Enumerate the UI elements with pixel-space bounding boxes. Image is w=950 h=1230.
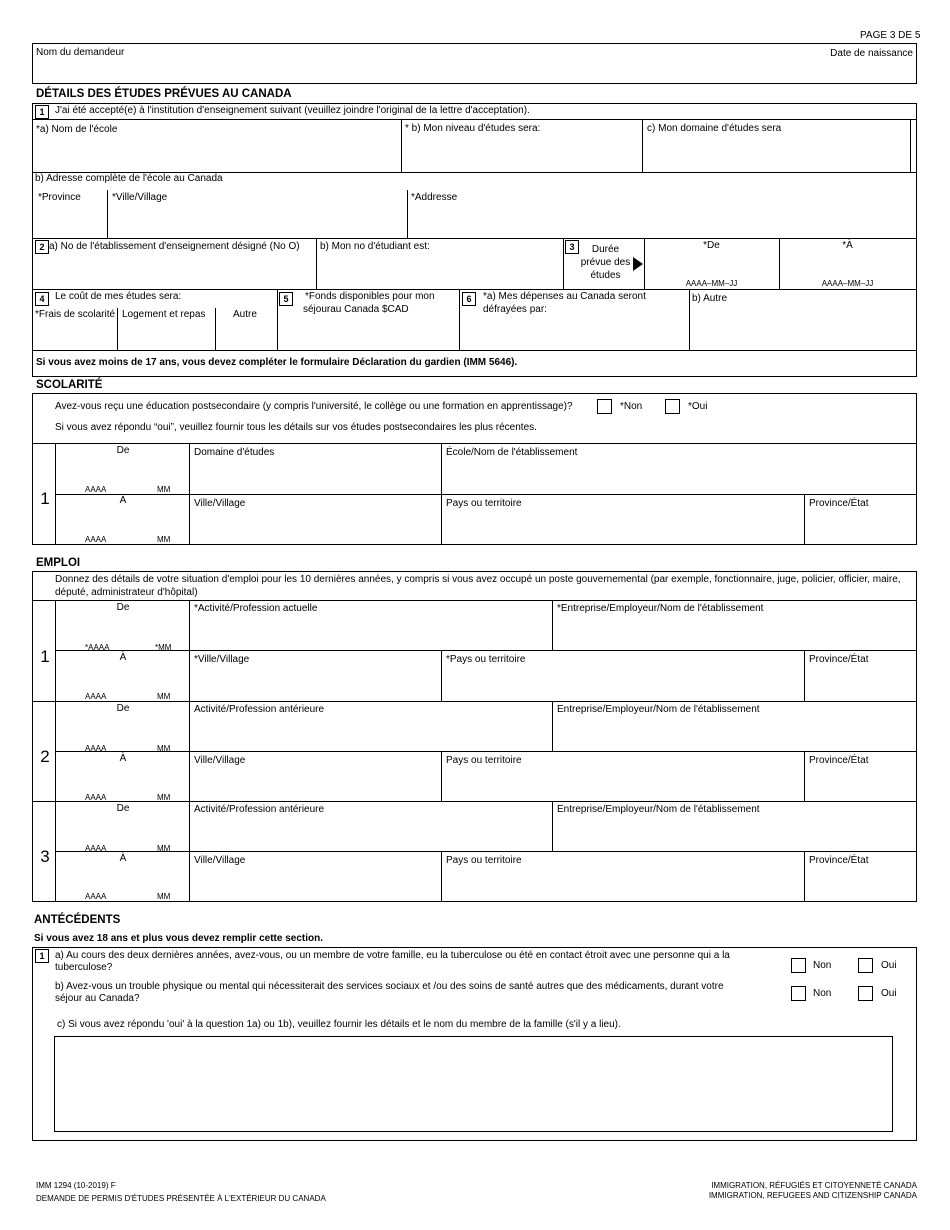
- student-number-label: b) Mon no d'étudiant est:: [320, 241, 430, 252]
- education-title: SCOLARITÉ: [36, 379, 103, 391]
- question-a-yes-checkbox[interactable]: [858, 958, 873, 973]
- employment-row-3-occupation: Activité/Profession antérieure: [194, 804, 325, 815]
- duration-line-3: études: [590, 270, 621, 281]
- employment-row-2-province: Province/État: [809, 755, 869, 766]
- question-a-yes-label: Oui: [881, 960, 897, 971]
- funds-line-1: *Fonds disponibles pour mon: [305, 291, 435, 302]
- school-address-label: *Addresse: [411, 192, 458, 203]
- employment-instruction: Donnez des détails de votre situation d'emploi pour les 10 dernières années, y compris si vous avez occupé un poste gouvernemental (par exemple, fonctionnaire, juge, policier, officier, maire, député, administrateur d'hôpital): [55, 574, 901, 598]
- education-to-label: À: [119, 495, 127, 506]
- form-name: DEMANDE DE PERMIS D'ÉTUDES PRÉSENTÉE À L'EXTÉRIEUR DU CANADA: [36, 1194, 326, 1203]
- employment-row-1-to-yyyy: AAAA: [85, 692, 107, 701]
- education-school-label: École/Nom de l'établissement: [446, 447, 578, 458]
- education-row-number: 1: [40, 489, 50, 508]
- education-field-label: Domaine d'études: [194, 447, 275, 458]
- question-1-text: J'ai été accepté(e) à l'institution d'enseignement suivant (veuillez joindre l'original de la lettre d'acceptation).: [55, 105, 530, 116]
- duration-line-2: prévue des: [580, 257, 631, 268]
- education-yes-label: *Oui: [688, 401, 708, 412]
- background-question-number: 1: [35, 949, 49, 963]
- employment-row-1-from-yyyy: *AAAA: [85, 643, 110, 652]
- question-b-no-label: Non: [813, 988, 832, 999]
- employment-row-2-occupation: Activité/Profession antérieure: [194, 704, 325, 715]
- employment-row-3-number: 3: [40, 847, 50, 866]
- employment-row-1-to: À: [119, 652, 127, 663]
- education-country-label: Pays ou territoire: [446, 498, 522, 509]
- other-expenses-label: b) Autre: [692, 293, 728, 304]
- employment-row-1-employer: *Entreprise/Employeur/Nom de l'établissement: [557, 603, 764, 614]
- department-en: IMMIGRATION, REFUGEES AND CITIZENSHIP CANADA: [708, 1191, 917, 1200]
- background-question-b: b) Avez-vous un trouble physique ou mental qui nécessiterait des services sociaux et /ou des soins de santé autres que des médicaments, durant votre séjour au Canada?: [55, 981, 724, 1004]
- education-no-checkbox[interactable]: [597, 399, 612, 414]
- employment-row-3-to-yyyy: AAAA: [85, 892, 107, 901]
- employment-row-1-occupation: *Activité/Profession actuelle: [194, 603, 318, 614]
- education-section: [32, 393, 917, 545]
- question-3-number: 3: [565, 240, 579, 254]
- background-subtitle: Si vous avez 18 ans et plus vous devez remplir cette section.: [34, 933, 324, 944]
- employment-row-1-to-mm: MM: [157, 692, 171, 701]
- education-from-label: De: [116, 445, 130, 456]
- background-question-a: a) Au cours des deux dernières années, avez-vous, ou un membre de votre famille, eu la tuberculose ou été en contact étroit avec une personne qui a la tuberculose?: [55, 950, 730, 973]
- employment-row-3-city: Ville/Village: [194, 855, 246, 866]
- employment-section: [32, 571, 917, 902]
- employment-row-1-province: Province/État: [809, 654, 869, 665]
- expenses-line-2: défrayées par:: [483, 304, 547, 315]
- employment-row-2-to-mm: MM: [157, 793, 171, 802]
- question-b-yes-label: Oui: [881, 988, 897, 999]
- employment-row-2-city: Ville/Village: [194, 755, 246, 766]
- education-from-mm: MM: [157, 485, 171, 494]
- education-province-label: Province/État: [809, 498, 869, 509]
- applicant-header-box[interactable]: [32, 43, 917, 84]
- room-board-label: Logement et repas: [122, 309, 206, 320]
- school-name-label: *a) Nom de l'école: [36, 124, 118, 135]
- education-yes-checkbox[interactable]: [665, 399, 680, 414]
- question-a-no-checkbox[interactable]: [791, 958, 806, 973]
- employment-row-3-to-mm: MM: [157, 892, 171, 901]
- education-to-mm: MM: [157, 535, 171, 544]
- study-level-label: * b) Mon niveau d'études sera:: [405, 123, 541, 134]
- form-code: IMM 1294 (10-2019) F: [36, 1181, 116, 1190]
- question-a-no-label: Non: [813, 960, 832, 971]
- employment-row-1-city: *Ville/Village: [194, 654, 250, 665]
- study-to-label: *À: [842, 240, 853, 251]
- employment-row-2-from-yyyy: AAAA: [85, 744, 107, 753]
- study-details-title: DÉTAILS DES ÉTUDES PRÉVUES AU CANADA: [36, 88, 292, 100]
- arrow-right-icon: [633, 257, 643, 271]
- education-from-yyyy: AAAA: [85, 485, 107, 494]
- education-no-label: *Non: [620, 401, 643, 412]
- study-to-format: AAAA–MM–JJ: [821, 279, 874, 288]
- employment-row-3-province: Province/État: [809, 855, 869, 866]
- study-details-section: [32, 103, 917, 377]
- question-b-yes-checkbox[interactable]: [858, 986, 873, 1001]
- question-4-number: 4: [35, 292, 49, 306]
- background-details-textarea[interactable]: [54, 1036, 893, 1132]
- duration-line-1: Durée: [591, 244, 620, 255]
- employment-row-3-from-mm: MM: [157, 844, 171, 853]
- education-city-label: Ville/Village: [194, 498, 246, 509]
- question-5-number: 5: [279, 292, 293, 306]
- employment-row-1-number: 1: [40, 647, 50, 666]
- study-from-format: AAAA–MM–JJ: [685, 279, 738, 288]
- question-b-no-checkbox[interactable]: [791, 986, 806, 1001]
- employment-row-3-from: De: [116, 803, 130, 814]
- question-1-number: 1: [35, 105, 49, 119]
- employment-row-3-from-yyyy: AAAA: [85, 844, 107, 853]
- employment-row-2-country: Pays ou territoire: [446, 755, 522, 766]
- employment-row-2-number: 2: [40, 747, 50, 766]
- employment-row-3-to: À: [119, 853, 127, 864]
- employment-row-2-from: De: [116, 703, 130, 714]
- education-question: Avez-vous reçu une éducation postsecondaire (y compris l'université, le collège ou une formation en apprentissage)?: [55, 401, 573, 412]
- other-cost-label: Autre: [233, 309, 257, 320]
- question-2-number: 2: [35, 240, 49, 254]
- education-to-yyyy: AAAA: [85, 535, 107, 544]
- study-field-label: c) Mon domaine d'études sera: [647, 123, 782, 134]
- background-section: [32, 947, 917, 1141]
- employment-row-1-from: De: [116, 602, 130, 613]
- employment-row-3-country: Pays ou territoire: [446, 855, 522, 866]
- date-of-birth-label: Date de naissance: [830, 48, 913, 59]
- education-instruction: Si vous avez répondu “oui”, veuillez fournir tous les détails sur vos études postsecondaires les plus récentes.: [55, 422, 537, 433]
- department-fr: IMMIGRATION, RÉFUGIÉS ET CITOYENNETÉ CANADA: [711, 1181, 917, 1190]
- funds-line-2: séjourau Canada $CAD: [303, 304, 409, 315]
- employment-row-2-employer: Entreprise/Employeur/Nom de l'établissement: [557, 704, 760, 715]
- employment-row-1-country: *Pays ou territoire: [446, 654, 526, 665]
- page-number: PAGE 3 DE 5: [860, 30, 921, 41]
- employment-row-1-from-mm: *MM: [155, 643, 172, 652]
- expenses-line-1: *a) Mes dépenses au Canada seront: [483, 291, 646, 302]
- school-province-label: *Province: [38, 192, 81, 203]
- cost-label: Le coût de mes études sera:: [55, 291, 182, 302]
- employment-row-2-from-mm: MM: [157, 744, 171, 753]
- school-city-label: *Ville/Village: [112, 192, 168, 203]
- employment-row-2-to: À: [119, 753, 127, 764]
- employment-title: EMPLOI: [36, 557, 81, 569]
- background-title: ANTÉCÉDENTS: [34, 914, 121, 926]
- tuition-label: *Frais de scolarité: [35, 309, 116, 320]
- school-address-title: b) Adresse complète de l'école au Canada: [35, 173, 223, 184]
- background-question-c: c) Si vous avez répondu 'oui' à la question 1a) ou 1b), veuillez fournir les détails et le nom du membre de la famille (s'il y a lieu).: [57, 1019, 621, 1030]
- study-from-label: *De: [703, 240, 720, 251]
- question-6-number: 6: [462, 292, 476, 306]
- employment-row-2-to-yyyy: AAAA: [85, 793, 107, 802]
- employment-row-3-employer: Entreprise/Employeur/Nom de l'établissement: [557, 804, 760, 815]
- dli-number-label: a) No de l'établissement d'enseignement désigné (No O): [49, 241, 300, 252]
- applicant-name-label: Nom du demandeur: [36, 47, 125, 58]
- minor-guardian-note: Si vous avez moins de 17 ans, vous devez compléter le formulaire Déclaration du gardien (IMM 5646).: [36, 357, 518, 368]
